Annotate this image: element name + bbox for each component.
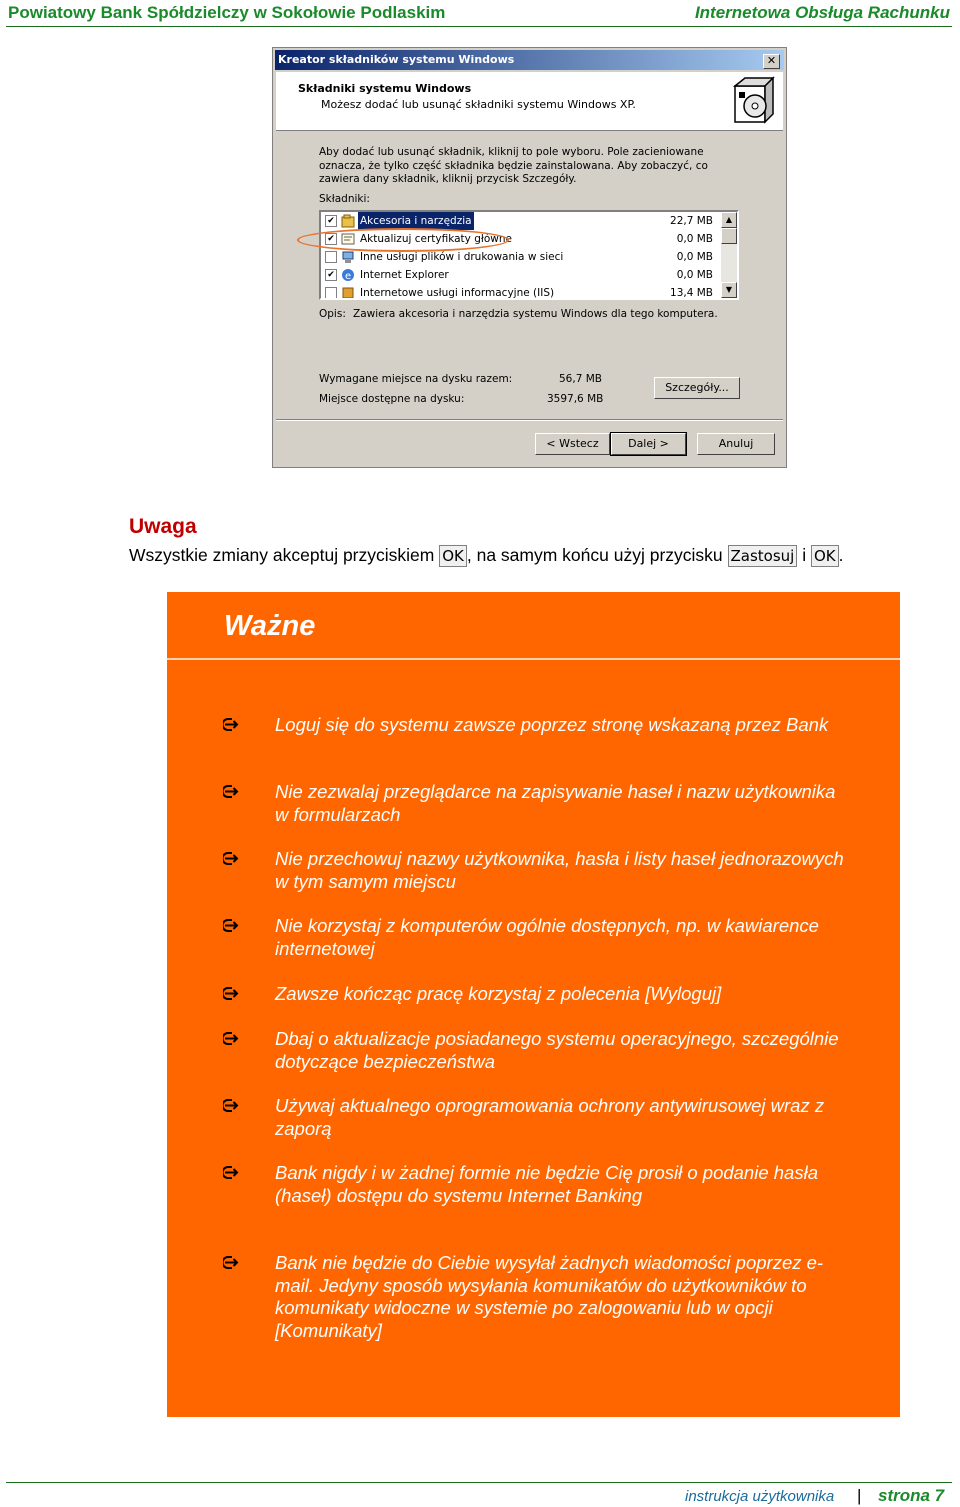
component-name: Aktualizuj certyfikaty główne bbox=[360, 233, 512, 245]
list-item[interactable] bbox=[321, 284, 721, 300]
checkbox[interactable]: ✔ bbox=[325, 215, 337, 227]
dialog-title: Kreator składników systemu Windows bbox=[278, 53, 515, 66]
component-size: 13,4 MB bbox=[670, 287, 713, 299]
component-size: 22,7 MB bbox=[670, 215, 713, 227]
note-text-before: Wszystkie zmiany akceptuj przyciskiem bbox=[129, 545, 440, 565]
arrow-right-icon bbox=[223, 716, 240, 733]
scroll-up-icon[interactable]: ▲ bbox=[721, 212, 737, 228]
important-item-text: Bank nie będzie do Ciebie wysyłał żadnych wiadomości poprzez e-mail. Jedyny sposób wysyłania komunikatów do użytkowników to komunikaty widoczne w systemie po zalogowaniu lub w opcji [Komunikaty] bbox=[275, 1252, 824, 1341]
component-name: Internetowe usługi informacyjne (IIS) bbox=[360, 287, 555, 299]
next-button[interactable]: Dalej > bbox=[611, 433, 686, 455]
components-label: Składniki: bbox=[319, 193, 370, 205]
checkbox[interactable] bbox=[325, 251, 337, 263]
dialog-header bbox=[276, 72, 783, 131]
component-name: Internet Explorer bbox=[360, 269, 449, 281]
back-button[interactable]: < Wstecz bbox=[535, 433, 610, 455]
footer-divider bbox=[6, 1482, 952, 1483]
important-item-text: Używaj aktualnego oprogramowania ochrony antywirusowej wraz z zaporą bbox=[275, 1095, 825, 1139]
close-icon[interactable]: ✕ bbox=[763, 54, 780, 69]
svg-text:e: e bbox=[345, 271, 352, 282]
dialog-heading: Składniki systemu Windows bbox=[298, 82, 472, 95]
accessories-icon bbox=[341, 214, 355, 228]
component-size: 0,0 MB bbox=[676, 269, 713, 281]
footer-separator: | bbox=[857, 1486, 862, 1505]
divider bbox=[276, 419, 783, 421]
required-space-value: 56,7 MB bbox=[559, 373, 602, 385]
list-item[interactable] bbox=[321, 266, 721, 284]
windows-components-wizard bbox=[272, 47, 787, 468]
description-text: Zawiera akcesoria i narzędzia systemu Windows dla tego komputera. bbox=[353, 308, 718, 320]
network-icon bbox=[341, 250, 355, 264]
important-divider bbox=[167, 658, 900, 660]
checkbox[interactable]: ✔ bbox=[325, 233, 337, 245]
component-name: Inne usługi plików i drukowania w sieci bbox=[360, 251, 564, 263]
arrow-right-icon bbox=[223, 1164, 240, 1181]
page-number: strona 7 bbox=[878, 1486, 945, 1505]
description-label: Opis: bbox=[319, 308, 346, 320]
scroll-thumb[interactable] bbox=[721, 228, 737, 244]
checkbox[interactable] bbox=[325, 287, 337, 299]
ie-icon bbox=[341, 268, 355, 282]
important-item-text: Dbaj o aktualizacje posiadanego systemu operacyjnego, szczególnie dotyczące bezpieczeństwa bbox=[275, 1028, 839, 1072]
important-item-text: Zawsze kończąc pracę korzystaj z polecenia [Wyloguj] bbox=[275, 983, 722, 1004]
available-space-label: Miejsce dostępne na dysku: bbox=[319, 393, 465, 405]
checkbox[interactable]: ✔ bbox=[325, 269, 337, 281]
component-size: 0,0 MB bbox=[676, 233, 713, 245]
apply-key: Zastosuj bbox=[728, 545, 798, 567]
note-text bbox=[129, 545, 844, 567]
scroll-down-icon[interactable]: ▼ bbox=[721, 282, 737, 298]
dialog-description: Aby dodać lub usunąć składnik, kliknij to pole wyboru. Pole zacieniowane oznacza, że tylko część składnika będzie zainstalowana. Aby zobaczyć, co zawiera dany składnik, kliknij przycisk Szczegóły. bbox=[319, 146, 708, 185]
page-header bbox=[6, 0, 952, 27]
important-item-text: Loguj się do systemu zawsze poprzez stronę wskazaną przez Bank bbox=[275, 714, 829, 735]
important-item-text: Nie korzystaj z komputerów ogólnie dostępnych, np. w kawiarence internetowej bbox=[275, 915, 819, 959]
iis-icon bbox=[341, 286, 355, 300]
important-item-text: Bank nigdy i w żadnej formie nie będzie Cię prosił o podanie hasła (haseł) dostępu do systemu Internet Banking bbox=[275, 1162, 818, 1206]
important-item-text: Nie przechowuj nazwy użytkownika, hasła i listy haseł jednorazowych w tym samym miejscu bbox=[275, 848, 844, 892]
components-list[interactable] bbox=[319, 210, 739, 300]
arrow-right-icon bbox=[223, 1254, 240, 1271]
arrow-right-icon bbox=[223, 985, 240, 1002]
required-space-label: Wymagane miejsce na dysku razem: bbox=[319, 373, 513, 385]
arrow-right-icon bbox=[223, 1097, 240, 1114]
ok-key-final: OK bbox=[811, 545, 839, 567]
note-title: Uwaga bbox=[129, 515, 197, 538]
arrow-right-icon bbox=[223, 917, 240, 934]
list-scrollbar[interactable] bbox=[721, 212, 737, 298]
ok-key: OK bbox=[439, 545, 467, 567]
component-name: Akcesoria i narzędzia bbox=[358, 212, 474, 230]
component-size: 0,0 MB bbox=[676, 251, 713, 263]
important-item-text: Nie zezwalaj przeglądarce na zapisywanie haseł i nazw użytkownika w formularzach bbox=[275, 781, 836, 825]
highlight-ellipse bbox=[297, 228, 509, 252]
note-text-end: . bbox=[838, 545, 844, 565]
header-service-name: Internetowa Obsługa Rachunku bbox=[694, 3, 950, 22]
note-text-middle: , na samym końcu użyj przycisku bbox=[466, 545, 728, 565]
cancel-button[interactable]: Anuluj bbox=[697, 433, 775, 455]
windows-components-icon bbox=[729, 76, 775, 126]
arrow-right-icon bbox=[223, 1030, 240, 1047]
arrow-right-icon bbox=[223, 783, 240, 800]
arrow-right-icon bbox=[223, 850, 240, 867]
dialog-subheading: Możesz dodać lub usunąć składniki systemu Windows XP. bbox=[321, 98, 636, 111]
details-button[interactable]: Szczegóły... bbox=[654, 377, 740, 399]
footer-doc-name: instrukcja użytkownika bbox=[685, 1488, 835, 1505]
note-text-and: i bbox=[797, 545, 811, 565]
important-box bbox=[167, 592, 900, 1417]
available-space-value: 3597,6 MB bbox=[547, 393, 604, 405]
important-title: Ważne bbox=[224, 610, 316, 642]
dialog-title-bar bbox=[275, 50, 784, 70]
header-bank-name: Powiatowy Bank Spółdzielczy w Sokołowie Podlaskim bbox=[8, 3, 446, 22]
